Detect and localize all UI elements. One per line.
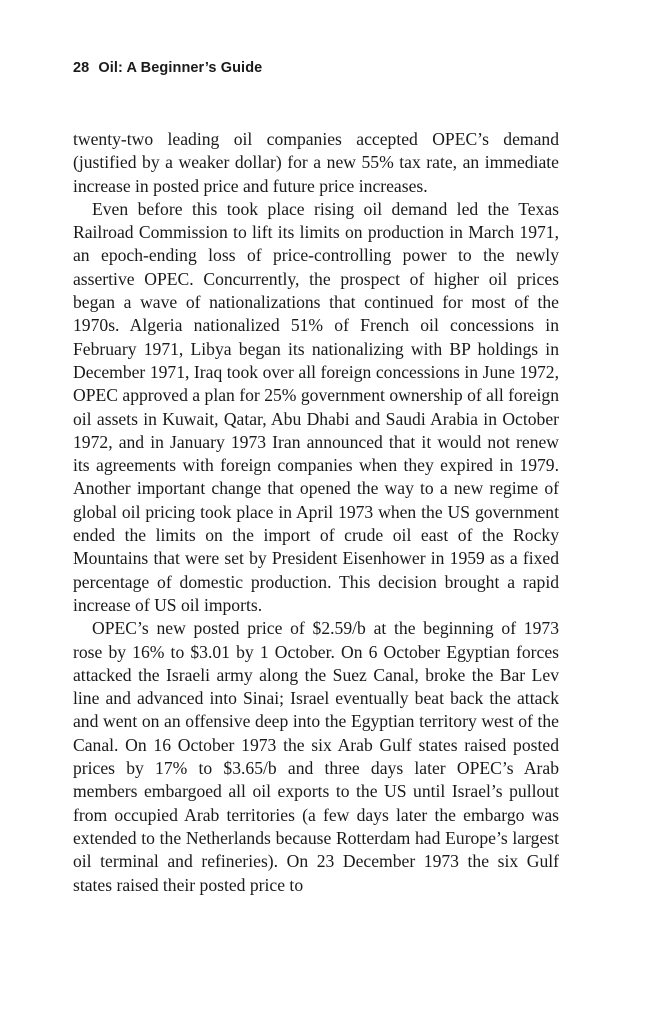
- page-number: 28: [73, 60, 90, 76]
- body-text: [73, 128, 559, 897]
- paragraph-embargo: OPEC’s new posted price of $2.59/b at the beginning of 1973 rose by 16% to $3.01 by 1 October. On 6 October Egyptian forces attacked the Israeli army along the Suez Canal, broke the Bar Lev line and advanced into Sinai; Israel eventually beat back the attack and went on an offensive deep into the Egyptian territory west of the Canal. On 16 October 1973 the six Arab Gulf states raised posted prices by 17% to $3.65/b and three days later OPEC’s Arab members embargoed all oil exports to the US until Israel’s pullout from occupied Arab territories (a few days later the embargo was extended to the Netherlands because Rotterdam had Europe’s largest oil terminal and refineries). On 23 December 1973 the six Gulf states raised their posted price to: [73, 618, 559, 895]
- paragraph-nationalizations: Even before this took place rising oil demand led the Texas Railroad Commission to lift its limits on production in March 1971, an epoch-ending loss of price-controlling power to the newly assertive OPEC. Concurrently, the prospect of higher oil prices began a wave of nationalizations that continued for most of the 1970s. Algeria nationalized 51% of French oil concessions in February 1971, Libya began its nationalizing with BP holdings in December 1971, Iraq took over all foreign concessions in June 1972, OPEC approved a plan for 25% government ownership of all foreign oil assets in Kuwait, Qatar, Abu Dhabi and Saudi Arabia in October 1972, and in January 1973 Iran announced that it would not renew its agreements with foreign companies when they expired in 1979. Another important change that opened the way to a new regime of global oil pricing took place in April 1973 when the US government ended the limits on the import of crude oil east of the Rocky Mountains that were set by President Eisenhower in 1959 as a fixed percentage of domestic production. This decision brought a rapid increase of US oil imports.: [73, 198, 559, 615]
- running-head: [73, 60, 262, 76]
- book-title: Oil: A Beginner’s Guide: [98, 60, 263, 76]
- paragraph-continued: twenty-two leading oil companies accepted OPEC’s demand (justified by a weaker dollar) for a new 55% tax rate, an immediate increase in posted price and future price increases.: [73, 129, 559, 196]
